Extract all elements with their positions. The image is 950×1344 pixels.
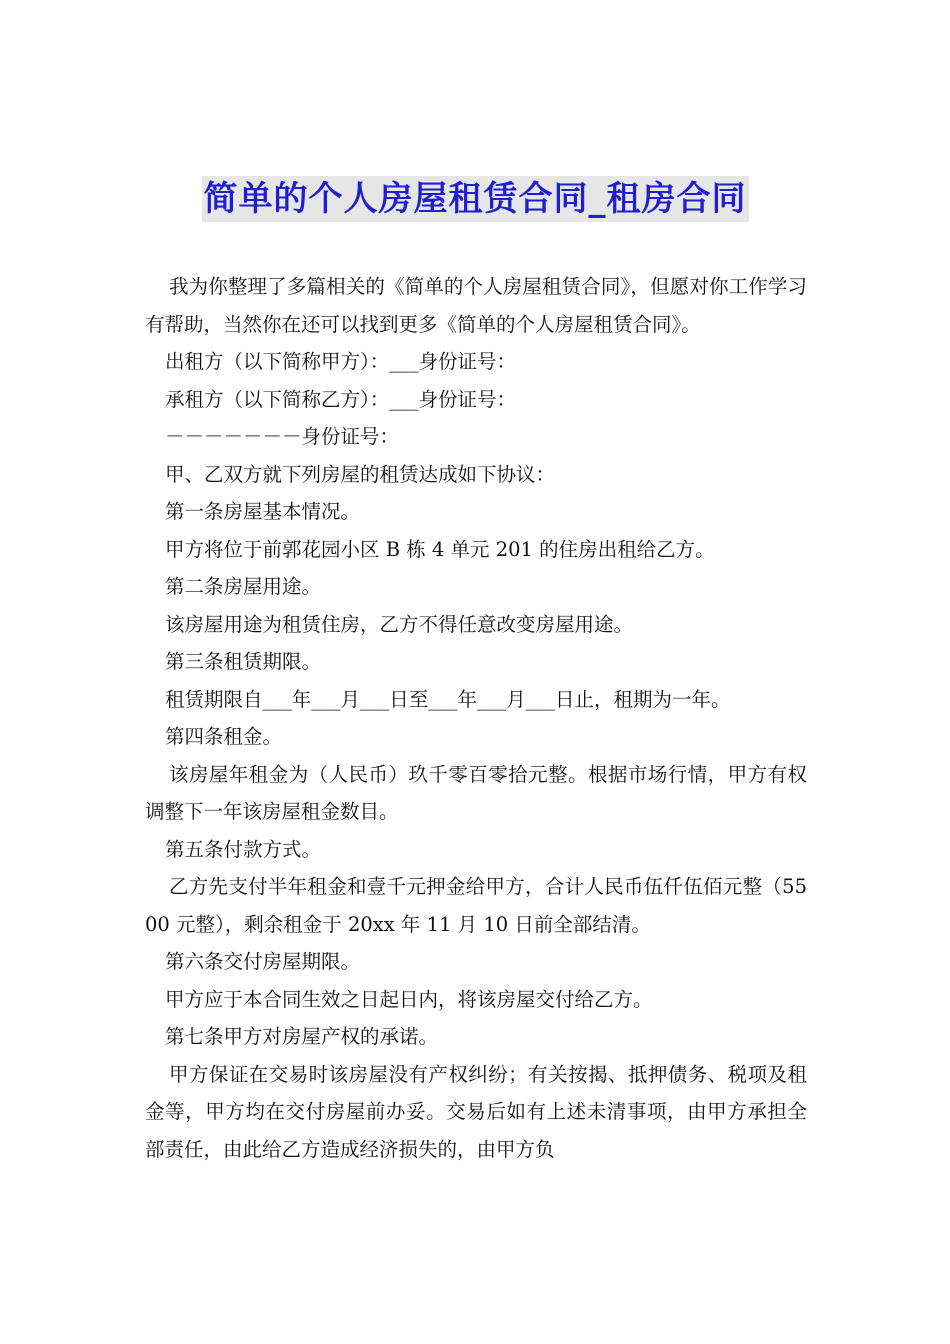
title-container <box>0 176 950 222</box>
clause-4-body: 该房屋年租金为（人民币）玖千零百零拾元整。根据市场行情，甲方有权调整下一年该房屋租金数目。 <box>145 762 807 823</box>
clause-7-body: 甲方保证在交易时该房屋没有产权纠纷；有关按揭、抵押债务、税项及租金等，甲方均在交付房屋前办妥。交易后如有上述未清事项，由甲方承担全部责任，由此给乙方造成经济损失的，由甲方负 <box>145 1062 807 1161</box>
clause-4-heading: 第四条租金。 <box>165 725 283 748</box>
clause-2-heading: 第二条房屋用途。 <box>165 575 322 598</box>
clause-3-heading: 第三条租赁期限。 <box>165 650 322 673</box>
document-title: 简单的个人房屋租赁合同_租房合同 <box>202 176 749 222</box>
clause-1-body: 甲方将位于前郭花园小区 B 栋 4 单元 201 的住房出租给乙方。 <box>165 537 715 561</box>
clause-7-heading: 第七条甲方对房屋产权的承诺。 <box>165 1025 439 1048</box>
clause-2-body: 该房屋用途为租赁住房，乙方不得任意改变房屋用途。 <box>165 612 634 636</box>
document-body <box>145 268 807 1168</box>
paragraph-id-line: －－－－－－－身份证号： <box>165 425 400 448</box>
clause-6-heading: 第六条交付房屋期限。 <box>165 950 361 973</box>
paragraph-lessee: 承租方（以下简称乙方）：___身份证号： <box>165 387 517 411</box>
paragraph-lessor: 出租方（以下简称甲方）：___身份证号： <box>165 350 517 373</box>
paragraph-intro: 我为你整理了多篇相关的《简单的个人房屋租赁合同》，但愿对你工作学习有帮助，当然你在还可以找到更多《简单的个人房屋租赁合同》。 <box>145 275 807 336</box>
clause-1-heading: 第一条房屋基本情况。 <box>165 500 361 523</box>
paragraph-agreement: 甲、乙双方就下列房屋的租赁达成如下协议： <box>165 462 556 486</box>
clause-6-body: 甲方应于本合同生效之日起日内，将该房屋交付给乙方。 <box>165 987 653 1011</box>
clause-5-heading: 第五条付款方式。 <box>165 837 322 861</box>
clause-3-body: 租赁期限自___年___月___日至___年___月___日止，租期为一年。 <box>165 687 731 711</box>
clause-5-body: 乙方先支付半年租金和壹千元押金给甲方，合计人民币伍仟伍佰元整（5500 元整），剩余租金于 20xx 年 11 月 10 日前全部结清。 <box>145 875 807 936</box>
